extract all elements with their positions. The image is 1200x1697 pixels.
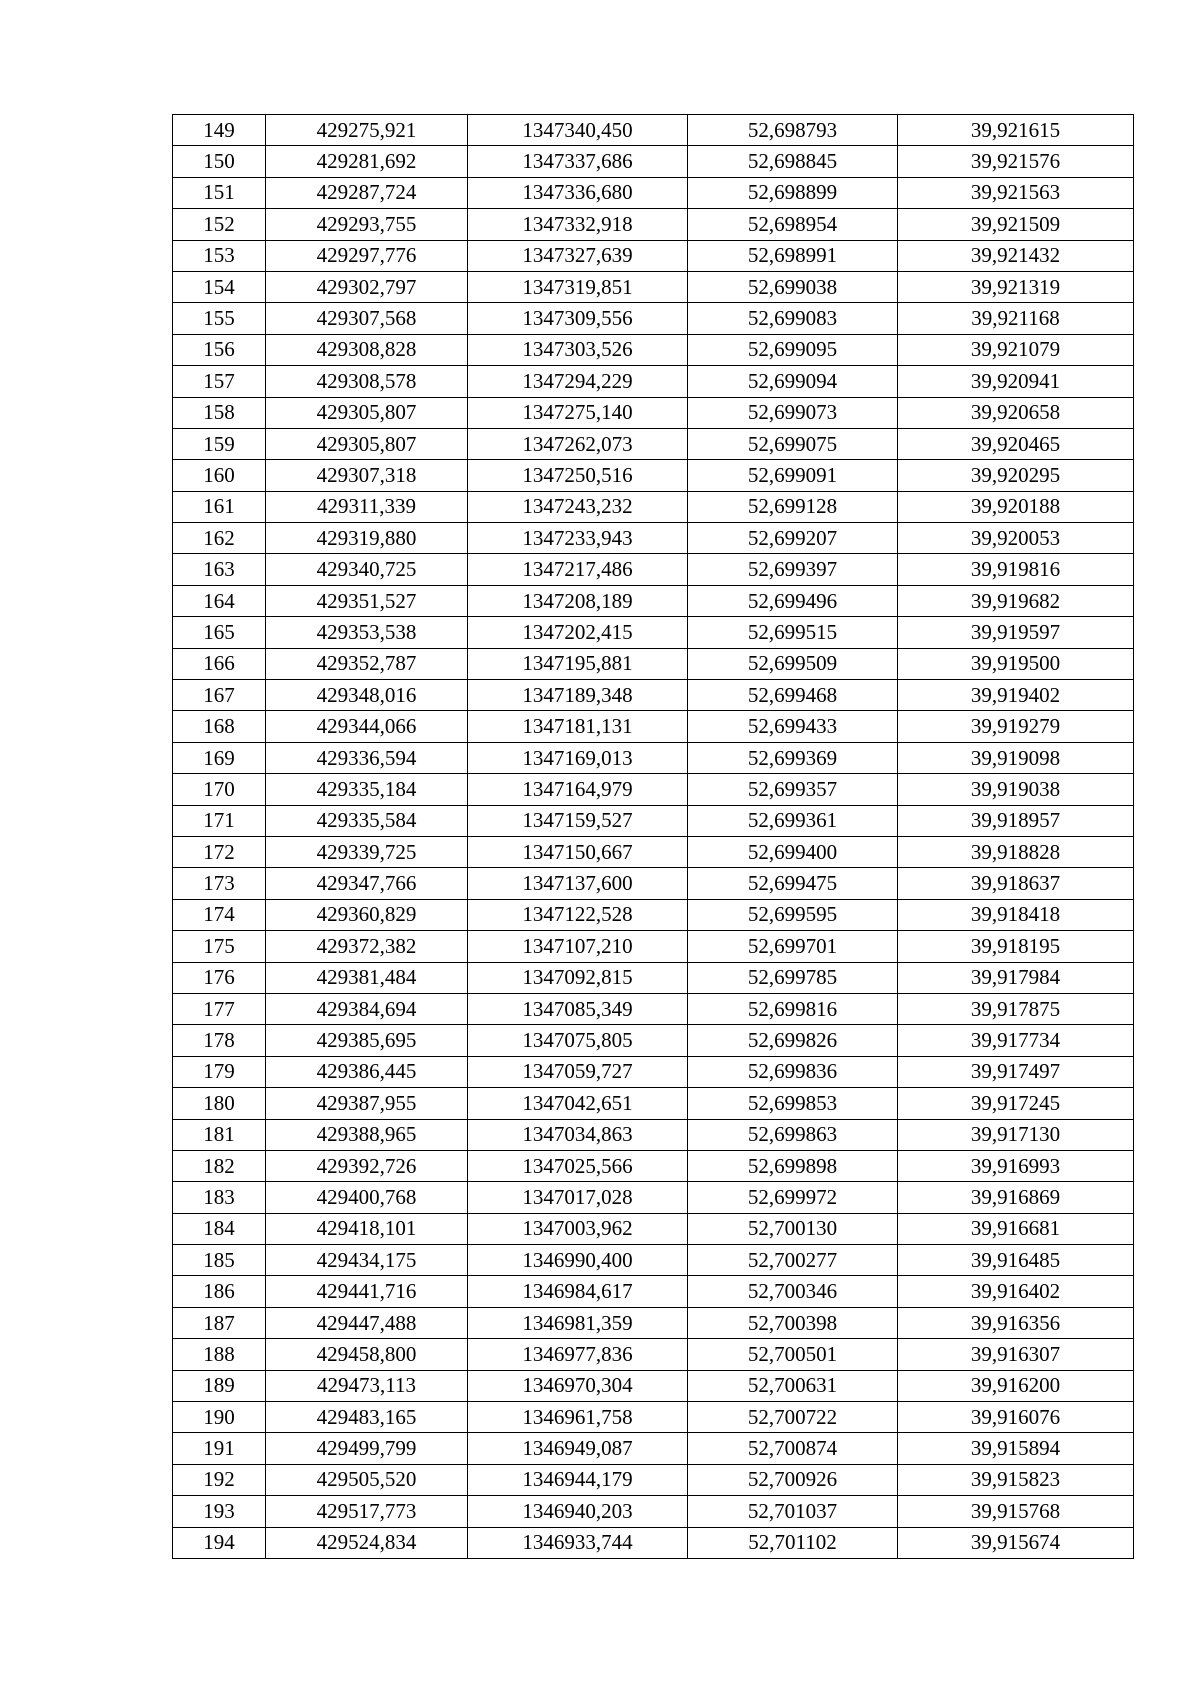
table-row [173, 1339, 1134, 1370]
table-row [173, 711, 1134, 742]
longitude-cell: 39,921615 [898, 115, 1134, 146]
latitude-cell: 52,699073 [688, 397, 898, 428]
latitude-cell: 52,699826 [688, 1025, 898, 1056]
x-coordinate-cell: 429311,339 [266, 491, 468, 522]
y-coordinate-cell: 1347164,979 [468, 774, 688, 805]
latitude-cell: 52,701102 [688, 1527, 898, 1558]
longitude-cell: 39,920465 [898, 428, 1134, 459]
longitude-cell: 39,921168 [898, 303, 1134, 334]
longitude-cell: 39,917734 [898, 1025, 1134, 1056]
table-row [173, 303, 1134, 334]
point-number-cell: 150 [173, 146, 266, 177]
point-number-cell: 194 [173, 1527, 266, 1558]
x-coordinate-cell: 429400,768 [266, 1182, 468, 1213]
longitude-cell: 39,919816 [898, 554, 1134, 585]
y-coordinate-cell: 1347042,651 [468, 1088, 688, 1119]
latitude-cell: 52,699095 [688, 334, 898, 365]
latitude-cell: 52,699075 [688, 428, 898, 459]
point-number-cell: 186 [173, 1276, 266, 1307]
y-coordinate-cell: 1347233,943 [468, 523, 688, 554]
table-row [173, 1245, 1134, 1276]
x-coordinate-cell: 429387,955 [266, 1088, 468, 1119]
x-coordinate-cell: 429335,584 [266, 805, 468, 836]
latitude-cell: 52,699433 [688, 711, 898, 742]
longitude-cell: 39,915894 [898, 1433, 1134, 1464]
x-coordinate-cell: 429319,880 [266, 523, 468, 554]
table-row [173, 774, 1134, 805]
longitude-cell: 39,916307 [898, 1339, 1134, 1370]
x-coordinate-cell: 429347,766 [266, 868, 468, 899]
y-coordinate-cell: 1346990,400 [468, 1245, 688, 1276]
x-coordinate-cell: 429307,318 [266, 460, 468, 491]
x-coordinate-cell: 429308,578 [266, 366, 468, 397]
y-coordinate-cell: 1347340,450 [468, 115, 688, 146]
y-coordinate-cell: 1346949,087 [468, 1433, 688, 1464]
latitude-cell: 52,700398 [688, 1307, 898, 1338]
x-coordinate-cell: 429483,165 [266, 1402, 468, 1433]
x-coordinate-cell: 429308,828 [266, 334, 468, 365]
coordinates-table-body [173, 115, 1134, 1559]
latitude-cell: 52,700277 [688, 1245, 898, 1276]
y-coordinate-cell: 1347150,667 [468, 836, 688, 867]
table-row [173, 1119, 1134, 1150]
table-row [173, 1527, 1134, 1558]
table-row [173, 1402, 1134, 1433]
y-coordinate-cell: 1347332,918 [468, 209, 688, 240]
table-row [173, 1056, 1134, 1087]
latitude-cell: 52,699083 [688, 303, 898, 334]
table-row [173, 1213, 1134, 1244]
x-coordinate-cell: 429340,725 [266, 554, 468, 585]
y-coordinate-cell: 1346977,836 [468, 1339, 688, 1370]
y-coordinate-cell: 1347208,189 [468, 585, 688, 616]
point-number-cell: 171 [173, 805, 266, 836]
point-number-cell: 151 [173, 177, 266, 208]
latitude-cell: 52,699972 [688, 1182, 898, 1213]
latitude-cell: 52,700501 [688, 1339, 898, 1370]
x-coordinate-cell: 429505,520 [266, 1464, 468, 1495]
y-coordinate-cell: 1347085,349 [468, 993, 688, 1024]
y-coordinate-cell: 1347017,028 [468, 1182, 688, 1213]
latitude-cell: 52,699595 [688, 899, 898, 930]
point-number-cell: 169 [173, 742, 266, 773]
x-coordinate-cell: 429434,175 [266, 1245, 468, 1276]
longitude-cell: 39,915823 [898, 1464, 1134, 1495]
latitude-cell: 52,699357 [688, 774, 898, 805]
x-coordinate-cell: 429441,716 [266, 1276, 468, 1307]
table-row [173, 1496, 1134, 1527]
point-number-cell: 152 [173, 209, 266, 240]
latitude-cell: 52,698793 [688, 115, 898, 146]
table-row [173, 805, 1134, 836]
x-coordinate-cell: 429348,016 [266, 680, 468, 711]
x-coordinate-cell: 429353,538 [266, 617, 468, 648]
table-row [173, 1150, 1134, 1181]
y-coordinate-cell: 1347059,727 [468, 1056, 688, 1087]
x-coordinate-cell: 429305,807 [266, 428, 468, 459]
longitude-cell: 39,921432 [898, 240, 1134, 271]
longitude-cell: 39,916869 [898, 1182, 1134, 1213]
y-coordinate-cell: 1347075,805 [468, 1025, 688, 1056]
point-number-cell: 184 [173, 1213, 266, 1244]
latitude-cell: 52,700722 [688, 1402, 898, 1433]
longitude-cell: 39,919402 [898, 680, 1134, 711]
longitude-cell: 39,918828 [898, 836, 1134, 867]
x-coordinate-cell: 429418,101 [266, 1213, 468, 1244]
longitude-cell: 39,916993 [898, 1150, 1134, 1181]
longitude-cell: 39,920188 [898, 491, 1134, 522]
point-number-cell: 185 [173, 1245, 266, 1276]
longitude-cell: 39,920295 [898, 460, 1134, 491]
x-coordinate-cell: 429281,692 [266, 146, 468, 177]
latitude-cell: 52,699400 [688, 836, 898, 867]
x-coordinate-cell: 429360,829 [266, 899, 468, 930]
longitude-cell: 39,916200 [898, 1370, 1134, 1401]
longitude-cell: 39,920658 [898, 397, 1134, 428]
latitude-cell: 52,698954 [688, 209, 898, 240]
latitude-cell: 52,699128 [688, 491, 898, 522]
latitude-cell: 52,699515 [688, 617, 898, 648]
longitude-cell: 39,917875 [898, 993, 1134, 1024]
table-row [173, 1464, 1134, 1495]
longitude-cell: 39,917130 [898, 1119, 1134, 1150]
y-coordinate-cell: 1347327,639 [468, 240, 688, 271]
y-coordinate-cell: 1347319,851 [468, 271, 688, 302]
point-number-cell: 181 [173, 1119, 266, 1150]
x-coordinate-cell: 429335,184 [266, 774, 468, 805]
table-row [173, 617, 1134, 648]
point-number-cell: 155 [173, 303, 266, 334]
point-number-cell: 159 [173, 428, 266, 459]
longitude-cell: 39,919279 [898, 711, 1134, 742]
table-row [173, 680, 1134, 711]
x-coordinate-cell: 429336,594 [266, 742, 468, 773]
x-coordinate-cell: 429384,694 [266, 993, 468, 1024]
x-coordinate-cell: 429302,797 [266, 271, 468, 302]
x-coordinate-cell: 429275,921 [266, 115, 468, 146]
point-number-cell: 165 [173, 617, 266, 648]
y-coordinate-cell: 1347195,881 [468, 648, 688, 679]
point-number-cell: 175 [173, 931, 266, 962]
x-coordinate-cell: 429473,113 [266, 1370, 468, 1401]
longitude-cell: 39,917245 [898, 1088, 1134, 1119]
y-coordinate-cell: 1347003,962 [468, 1213, 688, 1244]
x-coordinate-cell: 429385,695 [266, 1025, 468, 1056]
table-row [173, 836, 1134, 867]
longitude-cell: 39,919682 [898, 585, 1134, 616]
latitude-cell: 52,700346 [688, 1276, 898, 1307]
latitude-cell: 52,700631 [688, 1370, 898, 1401]
point-number-cell: 162 [173, 523, 266, 554]
x-coordinate-cell: 429339,725 [266, 836, 468, 867]
y-coordinate-cell: 1346933,744 [468, 1527, 688, 1558]
latitude-cell: 52,699898 [688, 1150, 898, 1181]
table-row [173, 993, 1134, 1024]
table-row [173, 209, 1134, 240]
y-coordinate-cell: 1347303,526 [468, 334, 688, 365]
table-row [173, 1025, 1134, 1056]
point-number-cell: 177 [173, 993, 266, 1024]
point-number-cell: 160 [173, 460, 266, 491]
longitude-cell: 39,918195 [898, 931, 1134, 962]
point-number-cell: 188 [173, 1339, 266, 1370]
latitude-cell: 52,699091 [688, 460, 898, 491]
longitude-cell: 39,921563 [898, 177, 1134, 208]
table-row [173, 554, 1134, 585]
x-coordinate-cell: 429517,773 [266, 1496, 468, 1527]
latitude-cell: 52,701037 [688, 1496, 898, 1527]
longitude-cell: 39,916402 [898, 1276, 1134, 1307]
latitude-cell: 52,699038 [688, 271, 898, 302]
latitude-cell: 52,699094 [688, 366, 898, 397]
x-coordinate-cell: 429388,965 [266, 1119, 468, 1150]
y-coordinate-cell: 1347337,686 [468, 146, 688, 177]
longitude-cell: 39,918957 [898, 805, 1134, 836]
x-coordinate-cell: 429351,527 [266, 585, 468, 616]
x-coordinate-cell: 429447,488 [266, 1307, 468, 1338]
y-coordinate-cell: 1347336,680 [468, 177, 688, 208]
table-row [173, 334, 1134, 365]
x-coordinate-cell: 429287,724 [266, 177, 468, 208]
x-coordinate-cell: 429386,445 [266, 1056, 468, 1087]
y-coordinate-cell: 1347250,516 [468, 460, 688, 491]
latitude-cell: 52,699361 [688, 805, 898, 836]
table-row [173, 460, 1134, 491]
table-row [173, 523, 1134, 554]
point-number-cell: 173 [173, 868, 266, 899]
point-number-cell: 161 [173, 491, 266, 522]
point-number-cell: 182 [173, 1150, 266, 1181]
table-row [173, 1370, 1134, 1401]
x-coordinate-cell: 429458,800 [266, 1339, 468, 1370]
latitude-cell: 52,699785 [688, 962, 898, 993]
latitude-cell: 52,699397 [688, 554, 898, 585]
latitude-cell: 52,699369 [688, 742, 898, 773]
y-coordinate-cell: 1347243,232 [468, 491, 688, 522]
point-number-cell: 187 [173, 1307, 266, 1338]
longitude-cell: 39,915674 [898, 1527, 1134, 1558]
point-number-cell: 178 [173, 1025, 266, 1056]
y-coordinate-cell: 1346981,359 [468, 1307, 688, 1338]
point-number-cell: 174 [173, 899, 266, 930]
table-row [173, 115, 1134, 146]
table-row [173, 271, 1134, 302]
y-coordinate-cell: 1346984,617 [468, 1276, 688, 1307]
point-number-cell: 183 [173, 1182, 266, 1213]
y-coordinate-cell: 1347169,013 [468, 742, 688, 773]
point-number-cell: 193 [173, 1496, 266, 1527]
latitude-cell: 52,699816 [688, 993, 898, 1024]
longitude-cell: 39,921576 [898, 146, 1134, 177]
latitude-cell: 52,700130 [688, 1213, 898, 1244]
x-coordinate-cell: 429499,799 [266, 1433, 468, 1464]
y-coordinate-cell: 1347092,815 [468, 962, 688, 993]
y-coordinate-cell: 1347309,556 [468, 303, 688, 334]
y-coordinate-cell: 1346944,179 [468, 1464, 688, 1495]
y-coordinate-cell: 1347107,210 [468, 931, 688, 962]
longitude-cell: 39,919597 [898, 617, 1134, 648]
coordinates-table [172, 114, 1134, 1559]
y-coordinate-cell: 1347202,415 [468, 617, 688, 648]
y-coordinate-cell: 1347137,600 [468, 868, 688, 899]
longitude-cell: 39,917984 [898, 962, 1134, 993]
y-coordinate-cell: 1346961,758 [468, 1402, 688, 1433]
x-coordinate-cell: 429352,787 [266, 648, 468, 679]
longitude-cell: 39,921319 [898, 271, 1134, 302]
y-coordinate-cell: 1347159,527 [468, 805, 688, 836]
y-coordinate-cell: 1347181,131 [468, 711, 688, 742]
table-row [173, 1433, 1134, 1464]
point-number-cell: 170 [173, 774, 266, 805]
point-number-cell: 164 [173, 585, 266, 616]
y-coordinate-cell: 1347034,863 [468, 1119, 688, 1150]
latitude-cell: 52,698899 [688, 177, 898, 208]
point-number-cell: 168 [173, 711, 266, 742]
latitude-cell: 52,699701 [688, 931, 898, 962]
longitude-cell: 39,918418 [898, 899, 1134, 930]
longitude-cell: 39,919500 [898, 648, 1134, 679]
point-number-cell: 156 [173, 334, 266, 365]
table-row [173, 1182, 1134, 1213]
latitude-cell: 52,700874 [688, 1433, 898, 1464]
x-coordinate-cell: 429392,726 [266, 1150, 468, 1181]
point-number-cell: 190 [173, 1402, 266, 1433]
longitude-cell: 39,915768 [898, 1496, 1134, 1527]
latitude-cell: 52,698845 [688, 146, 898, 177]
table-row [173, 585, 1134, 616]
table-row [173, 868, 1134, 899]
table-row [173, 648, 1134, 679]
latitude-cell: 52,699468 [688, 680, 898, 711]
longitude-cell: 39,919038 [898, 774, 1134, 805]
latitude-cell: 52,699836 [688, 1056, 898, 1087]
x-coordinate-cell: 429305,807 [266, 397, 468, 428]
table-row [173, 1088, 1134, 1119]
x-coordinate-cell: 429297,776 [266, 240, 468, 271]
latitude-cell: 52,699496 [688, 585, 898, 616]
table-row [173, 931, 1134, 962]
x-coordinate-cell: 429372,382 [266, 931, 468, 962]
longitude-cell: 39,921509 [898, 209, 1134, 240]
table-row [173, 1276, 1134, 1307]
y-coordinate-cell: 1347189,348 [468, 680, 688, 711]
y-coordinate-cell: 1347025,566 [468, 1150, 688, 1181]
point-number-cell: 191 [173, 1433, 266, 1464]
table-row [173, 397, 1134, 428]
y-coordinate-cell: 1347294,229 [468, 366, 688, 397]
point-number-cell: 172 [173, 836, 266, 867]
point-number-cell: 167 [173, 680, 266, 711]
point-number-cell: 154 [173, 271, 266, 302]
y-coordinate-cell: 1346970,304 [468, 1370, 688, 1401]
y-coordinate-cell: 1347275,140 [468, 397, 688, 428]
y-coordinate-cell: 1346940,203 [468, 1496, 688, 1527]
longitude-cell: 39,921079 [898, 334, 1134, 365]
latitude-cell: 52,698991 [688, 240, 898, 271]
table-row [173, 491, 1134, 522]
point-number-cell: 176 [173, 962, 266, 993]
table-row [173, 146, 1134, 177]
longitude-cell: 39,916681 [898, 1213, 1134, 1244]
x-coordinate-cell: 429524,834 [266, 1527, 468, 1558]
latitude-cell: 52,699863 [688, 1119, 898, 1150]
point-number-cell: 153 [173, 240, 266, 271]
longitude-cell: 39,916356 [898, 1307, 1134, 1338]
table-row [173, 1307, 1134, 1338]
point-number-cell: 163 [173, 554, 266, 585]
longitude-cell: 39,920053 [898, 523, 1134, 554]
point-number-cell: 179 [173, 1056, 266, 1087]
point-number-cell: 158 [173, 397, 266, 428]
x-coordinate-cell: 429293,755 [266, 209, 468, 240]
x-coordinate-cell: 429344,066 [266, 711, 468, 742]
y-coordinate-cell: 1347217,486 [468, 554, 688, 585]
longitude-cell: 39,916076 [898, 1402, 1134, 1433]
latitude-cell: 52,699853 [688, 1088, 898, 1119]
longitude-cell: 39,919098 [898, 742, 1134, 773]
y-coordinate-cell: 1347262,073 [468, 428, 688, 459]
point-number-cell: 166 [173, 648, 266, 679]
table-row [173, 177, 1134, 208]
table-row [173, 240, 1134, 271]
point-number-cell: 189 [173, 1370, 266, 1401]
y-coordinate-cell: 1347122,528 [468, 899, 688, 930]
latitude-cell: 52,700926 [688, 1464, 898, 1495]
latitude-cell: 52,699475 [688, 868, 898, 899]
point-number-cell: 180 [173, 1088, 266, 1119]
longitude-cell: 39,918637 [898, 868, 1134, 899]
table-row [173, 962, 1134, 993]
latitude-cell: 52,699509 [688, 648, 898, 679]
latitude-cell: 52,699207 [688, 523, 898, 554]
table-row [173, 899, 1134, 930]
x-coordinate-cell: 429381,484 [266, 962, 468, 993]
table-row [173, 428, 1134, 459]
longitude-cell: 39,917497 [898, 1056, 1134, 1087]
point-number-cell: 192 [173, 1464, 266, 1495]
longitude-cell: 39,916485 [898, 1245, 1134, 1276]
table-row [173, 366, 1134, 397]
x-coordinate-cell: 429307,568 [266, 303, 468, 334]
point-number-cell: 157 [173, 366, 266, 397]
table-row [173, 742, 1134, 773]
longitude-cell: 39,920941 [898, 366, 1134, 397]
point-number-cell: 149 [173, 115, 266, 146]
